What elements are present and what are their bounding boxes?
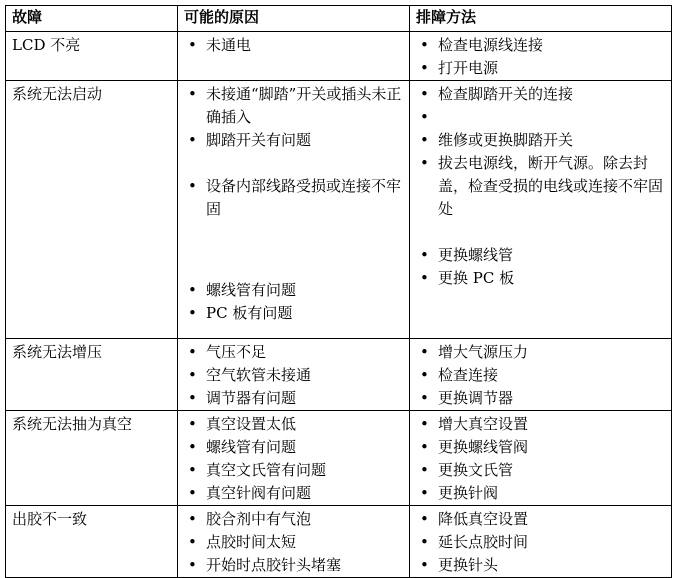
- list-item: • 真空设置太低: [184, 413, 403, 436]
- list-item: • 检查脚踏开关的连接: [416, 83, 665, 106]
- fault-cell: 系统无法抽为真空: [6, 411, 178, 506]
- list-item: • 真空文氏管有问题: [184, 459, 403, 482]
- list-item: • 设备内部线路受损或连接不牢固: [184, 175, 403, 221]
- list-item: • 螺线管有问题: [184, 279, 403, 302]
- table-row: [6, 81, 672, 339]
- header-row: [6, 6, 672, 32]
- list-item: • 拔去电源线，断开气源。除去封盖，检查受损的电线或连接不牢固处: [416, 152, 665, 221]
- list-item: • 胶合剂中有气泡: [184, 508, 403, 531]
- solution-cell: [410, 81, 672, 339]
- list-item: • 脚踏开关有问题: [184, 129, 403, 152]
- list-item: • 更换 PC 板: [416, 267, 665, 290]
- header-cause: 可能的原因: [178, 6, 410, 32]
- list-item: • 检查电源线连接: [416, 34, 665, 57]
- table-row: [6, 32, 672, 81]
- list-item: • 空气软管未接通: [184, 364, 403, 387]
- header-solution: 排障方法: [410, 6, 672, 32]
- table-row: [6, 411, 672, 506]
- list-item: • 更换螺线管: [416, 244, 665, 267]
- list-item: • 气压不足: [184, 341, 403, 364]
- list-item: [416, 106, 665, 129]
- list-item: • 更换调节器: [416, 387, 665, 410]
- list-item: • 打开电源: [416, 57, 665, 80]
- list-item: • 更换针阀: [416, 482, 665, 505]
- cause-cell: [178, 32, 410, 81]
- solution-cell: [410, 506, 672, 578]
- list-item: • 维修或更换脚踏开关: [416, 129, 665, 152]
- fault-cell: LCD 不亮: [6, 32, 178, 81]
- fault-cell: 出胶不一致: [6, 506, 178, 578]
- solution-cell: [410, 32, 672, 81]
- table-row: [6, 506, 672, 578]
- cause-cell: [178, 81, 410, 339]
- list-item: • 螺线管有问题: [184, 436, 403, 459]
- troubleshooting-table: [5, 5, 672, 578]
- list-item: • 更换针头: [416, 554, 665, 577]
- list-item: • 调节器有问题: [184, 387, 403, 410]
- list-item: • 更换螺线管阀: [416, 436, 665, 459]
- list-item: • 开始时点胶针头堵塞: [184, 554, 403, 577]
- fault-cell: 系统无法增压: [6, 339, 178, 411]
- solution-cell: [410, 411, 672, 506]
- list-item: • 延长点胶时间: [416, 531, 665, 554]
- cause-cell: [178, 411, 410, 506]
- list-item: • 点胶时间太短: [184, 531, 403, 554]
- list-item: • 更换文氏管: [416, 459, 665, 482]
- list-item: • 真空针阀有问题: [184, 482, 403, 505]
- cause-cell: [178, 506, 410, 578]
- list-item: • 增大气源压力: [416, 341, 665, 364]
- solution-cell: [410, 339, 672, 411]
- table-row: [6, 339, 672, 411]
- header-fault: 故障: [6, 6, 178, 32]
- list-item: • 增大真空设置: [416, 413, 665, 436]
- list-item: • PC 板有问题: [184, 302, 403, 325]
- list-item: • 未通电: [184, 34, 403, 57]
- list-item: • 降低真空设置: [416, 508, 665, 531]
- cause-cell: [178, 339, 410, 411]
- list-item: • 检查连接: [416, 364, 665, 387]
- list-item: • 未接通“脚踏”开关或插头未正确插入: [184, 83, 403, 129]
- fault-cell: 系统无法启动: [6, 81, 178, 339]
